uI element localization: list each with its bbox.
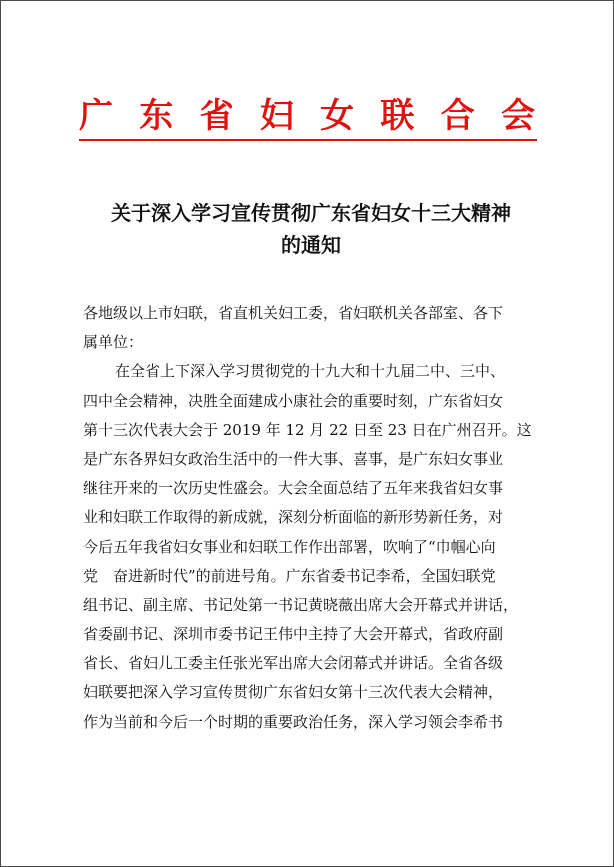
document-title-line: 的通知 bbox=[281, 233, 341, 257]
paragraph-line: 今后五年我省妇女事业和妇联工作作出部署，吹响了“巾帼心向 bbox=[83, 537, 496, 556]
paragraph-line: 党 奋进新时代”的前进号角。广东省委书记李希，全国妇联党 bbox=[83, 566, 496, 585]
letterhead-char: 广 bbox=[79, 95, 113, 136]
letterhead-char: 妇 bbox=[259, 95, 294, 136]
paragraph-line: 第十三次代表大会于 2019 年 12 月 22 日至 23 日在广州召开。这 bbox=[83, 420, 532, 439]
paragraph-line: 在全省上下深入学习贯彻党的十九大和十九届二中、三中、 bbox=[115, 362, 506, 381]
salutation-line: 属单位： bbox=[83, 333, 144, 352]
paragraph-line: 省长、省妇儿工委主任张光军出席大会闭幕式并讲话。全省各级 bbox=[83, 654, 504, 673]
letterhead-red-rule bbox=[79, 139, 537, 141]
paragraph-line: 妇联要把深入学习宣传贯彻广东省妇女第十三次代表大会精神， bbox=[83, 683, 504, 702]
letterhead-char: 省 bbox=[199, 95, 234, 136]
paragraph-line: 四中全会精神，决胜全面建成小康社会的重要时刻，广东省妇女 bbox=[83, 391, 504, 410]
paragraph-line: 作为当前和今后一个时期的重要政治任务，深入学习领会李希书 bbox=[83, 712, 504, 731]
letterhead-char: 联 bbox=[380, 95, 415, 136]
paragraph-line: 业和妇联工作取得的新成就，深刻分析面临的新形势新任务，对 bbox=[83, 508, 504, 527]
paragraph-line: 继往开来的一次历史性盛会。大会全面总结了五年来我省妇女事 bbox=[83, 479, 504, 498]
letterhead-char: 合 bbox=[440, 95, 475, 136]
document-body bbox=[83, 299, 541, 737]
document-title-line: 关于深入学习宣传贯彻广东省妇女十三大精神 bbox=[111, 201, 511, 225]
letterhead-title bbox=[79, 89, 535, 135]
salutation-line: 各地级以上市妇联，省直机关妇工委，省妇联机关各部室、各下 bbox=[83, 304, 504, 322]
paragraph-line: 省委副书记、深圳市委书记王伟中主持了大会开幕式，省政府副 bbox=[83, 625, 504, 644]
letterhead-char: 东 bbox=[139, 95, 174, 136]
document-title bbox=[61, 197, 561, 261]
letterhead-char: 会 bbox=[500, 95, 535, 136]
paragraph-line: 组书记、副主席、书记处第一书记黄晓薇出席大会开幕式并讲话， bbox=[83, 595, 519, 614]
paragraph-line: 是广东各界妇女政治生活中的一件大事、喜事，是广东妇女事业 bbox=[83, 449, 504, 468]
letterhead-char: 女 bbox=[320, 95, 355, 136]
